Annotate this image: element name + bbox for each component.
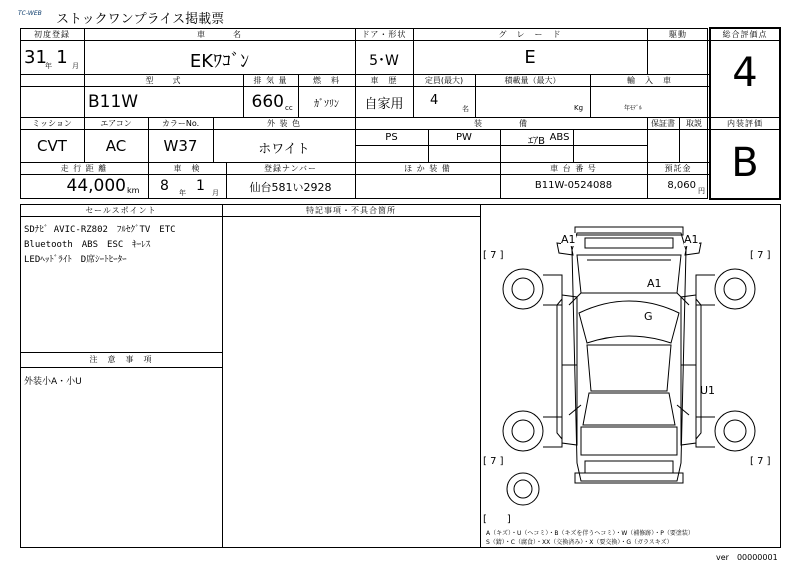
- label-deposit: 預託金: [664, 164, 692, 173]
- label-manual: 取説: [686, 119, 702, 128]
- overall-score: 4: [732, 50, 758, 96]
- bracket-rear-left: [ 7 ]: [483, 456, 504, 467]
- car-diagram: [481, 205, 780, 547]
- logo: TC-WEB: [18, 10, 42, 17]
- grade: E: [524, 47, 536, 68]
- label-warranty: 保証書: [651, 119, 675, 128]
- load-unit: Kg: [574, 104, 584, 112]
- label-interior-score: 内装評価: [727, 119, 763, 128]
- door-shape: 5･W: [369, 53, 399, 69]
- reg-month: 1: [56, 47, 68, 68]
- capacity: 4: [430, 93, 439, 108]
- page-title: ストックワンプライス掲載票: [56, 12, 225, 27]
- mark-a1-bumper-left: A1: [561, 233, 576, 246]
- sales-line-1: SDﾅﾋﾞ AVIC-RZ802 ﾌﾙｾｸﾞTV ETC: [24, 225, 176, 235]
- history: 自家用: [364, 97, 404, 112]
- label-equipment: 装 備: [474, 119, 528, 128]
- label-mission: ミッション: [32, 119, 72, 128]
- label-door-shape: ドア・形状: [361, 30, 407, 39]
- interior-score: B: [731, 140, 759, 186]
- insp-year-unit: 年: [179, 189, 186, 197]
- insp-month-unit: 月: [212, 189, 219, 197]
- plate: 仙台581い2928: [249, 181, 332, 194]
- displacement: 660: [251, 92, 284, 112]
- exterior-color: ホワイト: [258, 142, 310, 157]
- label-load: 積載量（最大）: [504, 76, 561, 85]
- mark-g-windshield: G: [644, 310, 653, 323]
- fuel: ｶﾞｿﾘﾝ: [314, 99, 339, 110]
- label-aircon: エアコン: [100, 119, 132, 128]
- label-displacement: 排 気 量: [253, 76, 288, 85]
- label-plate: 登録ナンバー: [263, 164, 318, 173]
- label-inspection: 車 検: [173, 164, 201, 173]
- legend-line-2: S（錆）・C（腐食）・XX（交換済み）・X（要交換）・G（ガラスキズ）: [486, 539, 673, 546]
- bracket-rear-right: [ 7 ]: [750, 456, 771, 467]
- sales-line-2: Bluetooth ABS ESC ｷｰﾚｽ: [24, 240, 151, 250]
- label-other-equip: ほ か 装 備: [404, 164, 451, 173]
- aircon: AC: [105, 137, 127, 155]
- caution-line-1: 外装小A・小U: [24, 377, 82, 387]
- sales-title: セールスポイント: [85, 206, 157, 215]
- label-mileage: 走 行 距 離: [60, 164, 108, 173]
- equip-airbag: ｴｱB: [528, 136, 545, 147]
- deposit: 8,060: [667, 180, 696, 191]
- label-drive: 駆動: [669, 30, 687, 39]
- reg-year-unit: 年: [45, 62, 52, 70]
- sales-line-3: LEDﾍｯﾄﾞﾗｲﾄ D席ｼｰﾄﾋｰﾀｰ: [24, 255, 127, 265]
- bracket-front-right: [ 7 ]: [750, 250, 771, 261]
- label-color: カラーNo.: [161, 119, 200, 128]
- label-car-name: 車 名: [197, 30, 242, 39]
- caution-title: 注 意 事 項: [89, 355, 153, 364]
- color-no: W37: [163, 137, 198, 155]
- reg-month-unit: 月: [72, 62, 79, 70]
- equip-ps: PS: [385, 132, 398, 143]
- insp-year: 8: [160, 178, 169, 194]
- yen-unit: 円: [698, 187, 705, 195]
- mission: CVT: [37, 137, 67, 155]
- notes-title: 特記事項・不具合箇所: [306, 206, 396, 215]
- mileage: 44,000: [66, 176, 126, 196]
- version: ver 00000001: [716, 553, 778, 562]
- label-exterior: 外 装 色: [266, 119, 302, 128]
- label-overall-score: 総合評価点: [722, 30, 768, 39]
- mark-a1-bumper-right: A1: [684, 233, 699, 246]
- label-grade: グ レ ー ド: [498, 30, 562, 39]
- reg-year: 31: [24, 47, 47, 68]
- bracket-front-left: [ 7 ]: [483, 250, 504, 261]
- bracket-spare: [ ]: [483, 514, 511, 525]
- label-capacity: 定員(最大): [424, 76, 464, 85]
- equip-abs: ABS: [549, 132, 570, 143]
- model: B11W: [88, 92, 139, 112]
- insp-month: 1: [196, 178, 205, 194]
- chassis: B11W-0524088: [534, 180, 613, 191]
- label-chassis: 車 台 番 号: [550, 164, 597, 173]
- equip-pw: PW: [456, 132, 472, 143]
- cc-unit: cc: [285, 104, 293, 112]
- label-fuel: 燃 料: [313, 76, 340, 85]
- label-import: 輸 入 車: [627, 76, 672, 85]
- model-year: 年ﾓﾃﾞﾙ: [624, 105, 643, 112]
- mark-a1-hood: A1: [647, 277, 662, 290]
- mark-u1-door: U1: [700, 384, 716, 397]
- capacity-unit: 名: [462, 105, 469, 113]
- car-name: EKﾜｺﾞﾝ: [189, 51, 250, 72]
- label-first-reg: 初度登録: [34, 30, 70, 39]
- mileage-unit: km: [127, 186, 140, 195]
- label-history: 車 歴: [370, 76, 398, 85]
- label-model: 型 式: [145, 76, 182, 85]
- legend-line-1: A（キズ）・U（ヘコミ）・B（キズを伴うヘコミ）・W（補修跡）・P（要塗装）: [486, 530, 694, 537]
